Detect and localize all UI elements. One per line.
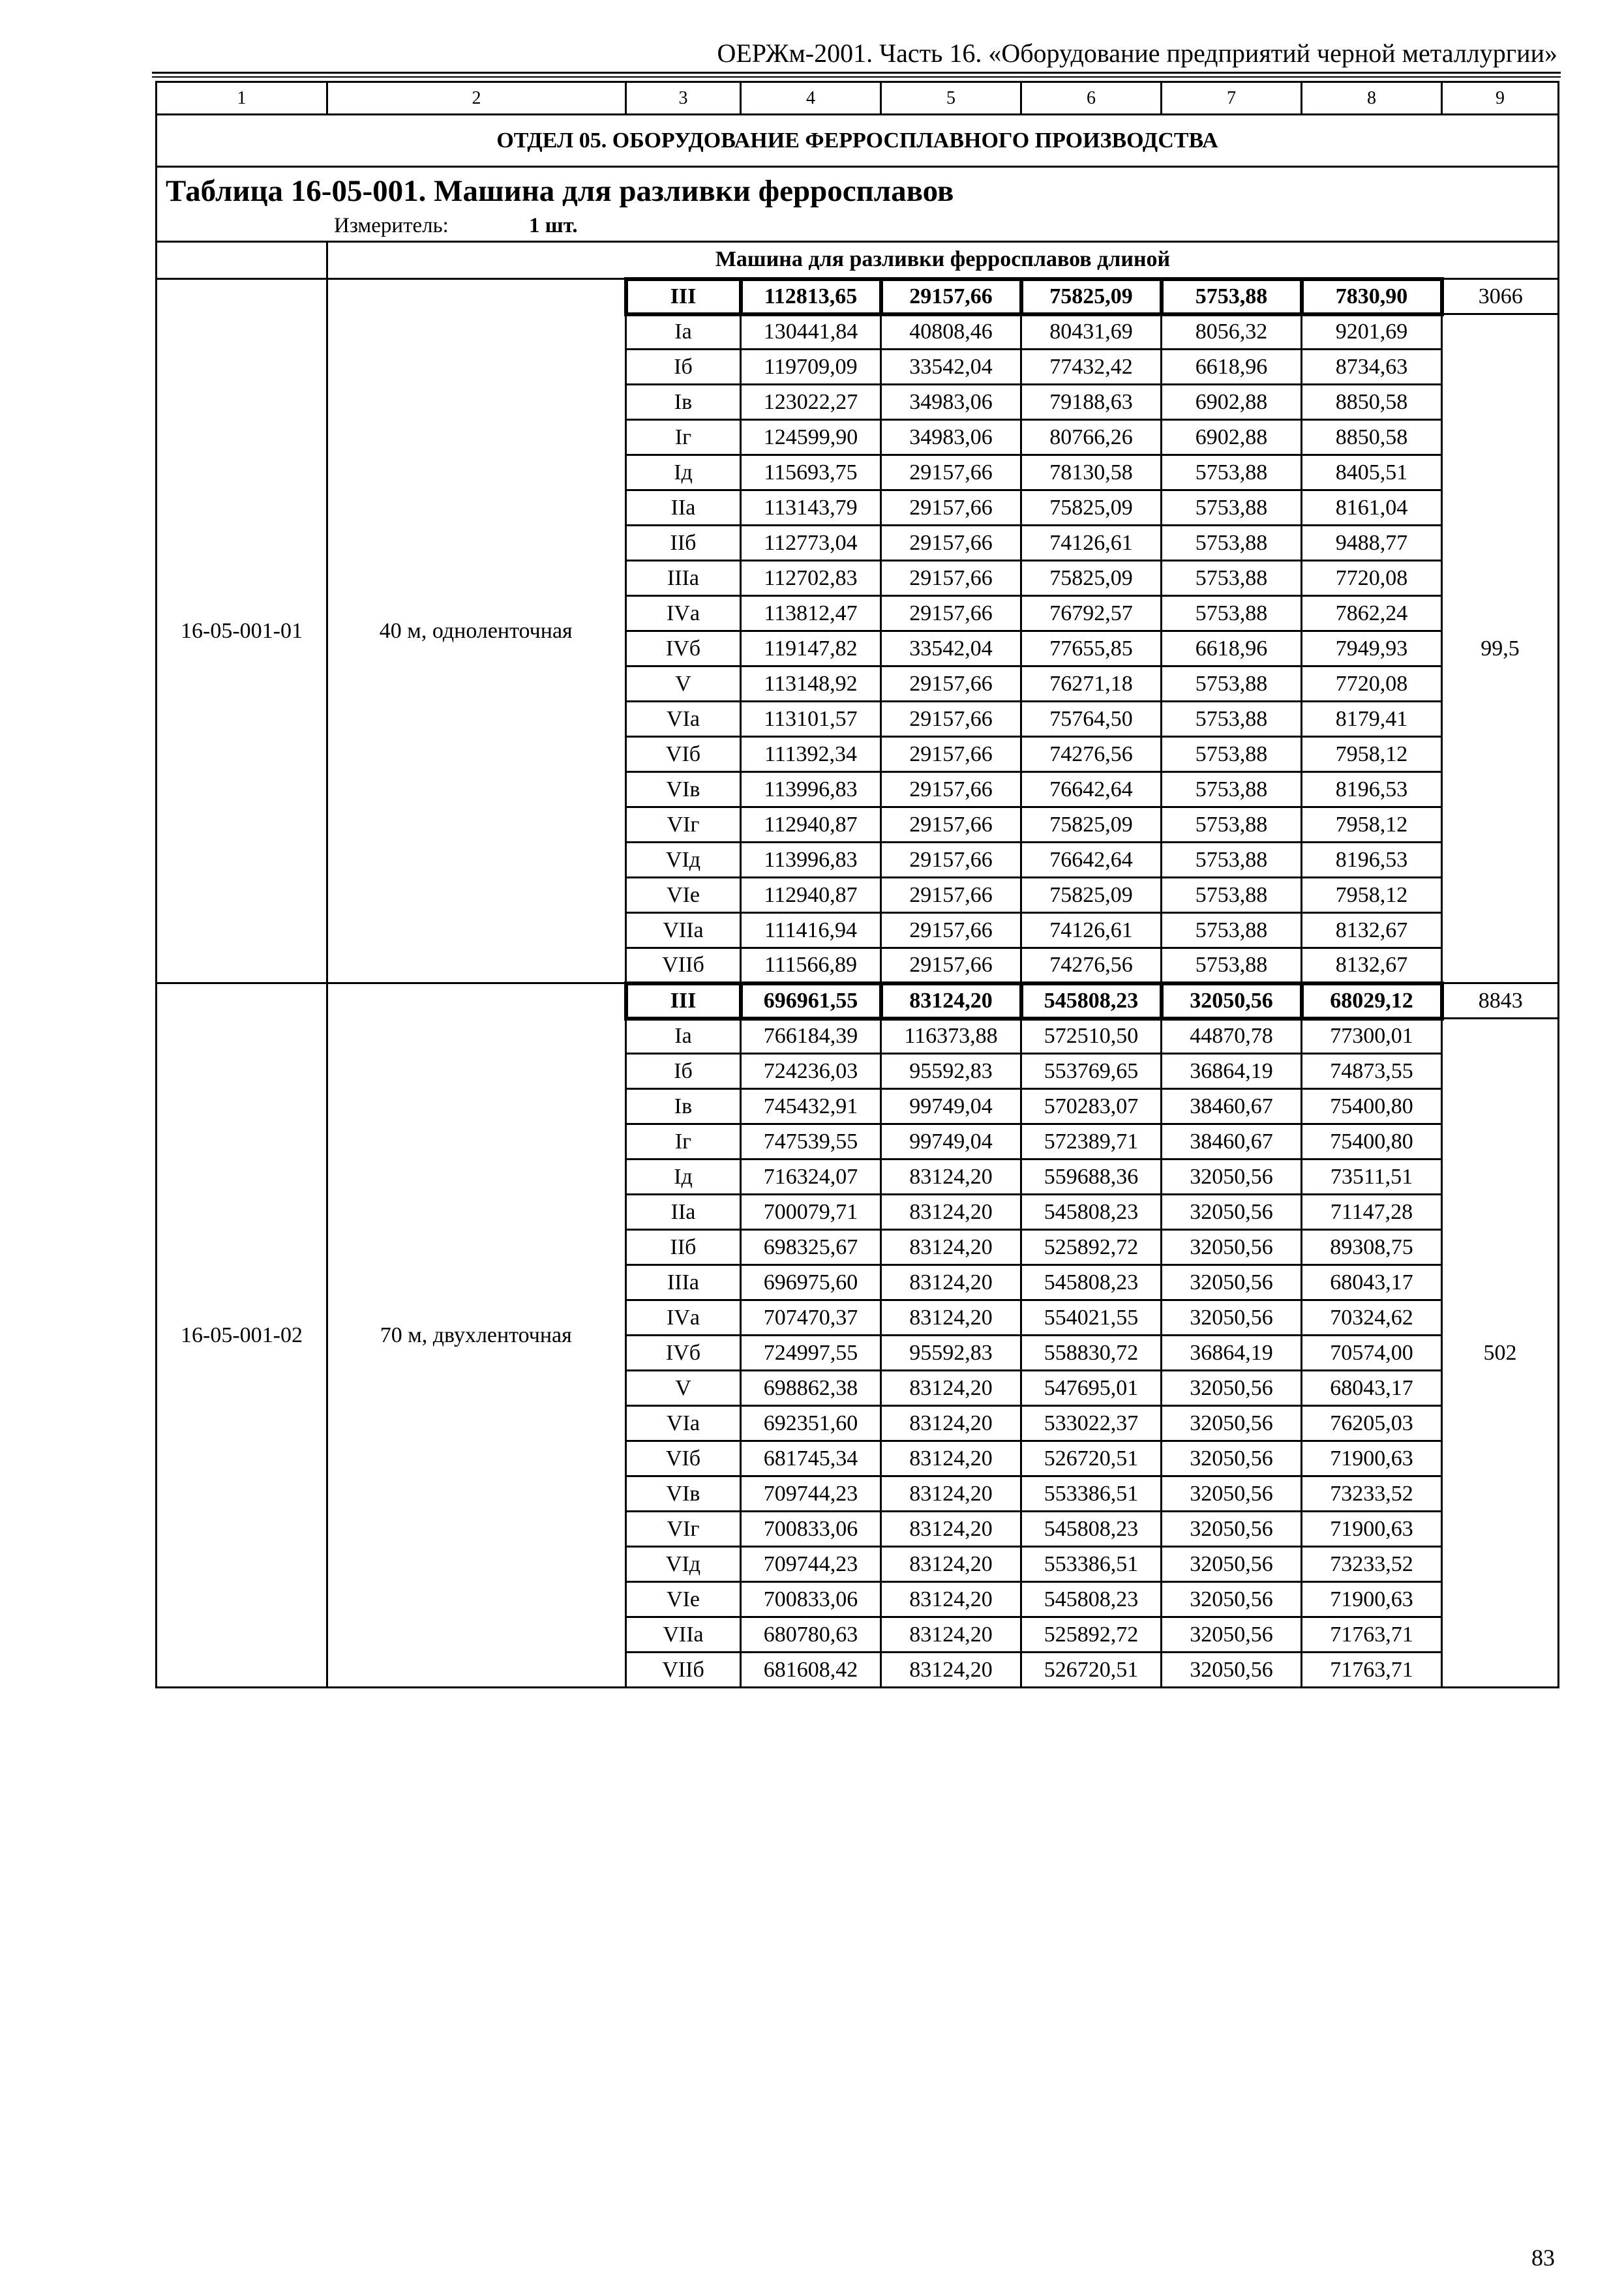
col-5-value-cell: 83124,20 <box>881 1406 1021 1441</box>
col-8-value-cell: 8850,58 <box>1302 420 1442 455</box>
col-4-value-cell: 113148,92 <box>741 666 881 702</box>
zone-cell: VIг <box>626 807 741 843</box>
unit-label: Измеритель: <box>334 214 449 237</box>
col-5-value-cell: 83124,20 <box>881 1371 1021 1406</box>
col-7-value-cell: 32050,56 <box>1162 1617 1302 1653</box>
col-7-value-cell: 8056,32 <box>1162 314 1302 350</box>
zone-cell: VIIб <box>626 948 741 983</box>
column-number-cell: 2 <box>327 82 626 115</box>
col-5-value-cell: 29157,66 <box>881 843 1021 878</box>
col-6-value-cell: 572389,71 <box>1021 1124 1162 1159</box>
col-7-value-cell: 32050,56 <box>1162 1371 1302 1406</box>
col-6-value-cell: 545808,23 <box>1021 1195 1162 1230</box>
zone-cell: III <box>626 279 741 314</box>
col-4-value-cell: 724236,03 <box>741 1054 881 1089</box>
column-number-cell: 3 <box>626 82 741 115</box>
col-4-value-cell: 680780,63 <box>741 1617 881 1653</box>
column-number-cell: 6 <box>1021 82 1162 115</box>
section-title-row <box>157 115 1559 167</box>
zone-cell: IIа <box>626 490 741 526</box>
col-9-value-cell: 8843 <box>1442 983 1559 1019</box>
col-7-value-cell: 32050,56 <box>1162 1265 1302 1300</box>
col-8-value-cell: 71763,71 <box>1302 1617 1442 1653</box>
col-5-value-cell: 99749,04 <box>881 1124 1021 1159</box>
col-5-value-cell: 116373,88 <box>881 1019 1021 1054</box>
zone-cell: VIIа <box>626 913 741 948</box>
zone-cell: IVа <box>626 596 741 631</box>
zone-cell: V <box>626 1371 741 1406</box>
zone-cell: IIб <box>626 526 741 561</box>
col-6-value-cell: 80766,26 <box>1021 420 1162 455</box>
zone-cell: VIв <box>626 1476 741 1512</box>
zone-cell: Iд <box>626 455 741 490</box>
zone-cell: VIб <box>626 737 741 772</box>
col-5-value-cell: 29157,66 <box>881 737 1021 772</box>
col-8-value-cell: 71900,63 <box>1302 1582 1442 1617</box>
col-8-value-cell: 71147,28 <box>1302 1195 1442 1230</box>
zone-cell: IVб <box>626 631 741 666</box>
col-6-value-cell: 77655,85 <box>1021 631 1162 666</box>
zone-cell: VIд <box>626 843 741 878</box>
col-7-value-cell: 6618,96 <box>1162 350 1302 385</box>
col-7-value-cell: 38460,67 <box>1162 1124 1302 1159</box>
zone-cell: V <box>626 666 741 702</box>
col-6-value-cell: 553769,65 <box>1021 1054 1162 1089</box>
zone-cell: VIа <box>626 702 741 737</box>
unit-value: 1 шт. <box>529 214 578 237</box>
col-6-value-cell: 545808,23 <box>1021 1265 1162 1300</box>
col-6-value-cell: 572510,50 <box>1021 1019 1162 1054</box>
col-6-value-cell: 525892,72 <box>1021 1230 1162 1265</box>
col-4-value-cell: 124599,90 <box>741 420 881 455</box>
col-4-value-cell: 745432,91 <box>741 1089 881 1124</box>
zone-cell: IVб <box>626 1336 741 1371</box>
col-4-value-cell: 113996,83 <box>741 843 881 878</box>
col-7-value-cell: 5753,88 <box>1162 526 1302 561</box>
col-7-value-cell: 5753,88 <box>1162 878 1302 913</box>
col-6-value-cell: 76642,64 <box>1021 843 1162 878</box>
col-4-value-cell: 700833,06 <box>741 1512 881 1547</box>
zone-cell: VIд <box>626 1547 741 1582</box>
col-5-value-cell: 33542,04 <box>881 350 1021 385</box>
col-8-value-cell: 70574,00 <box>1302 1336 1442 1371</box>
col-7-value-cell: 5753,88 <box>1162 490 1302 526</box>
col-6-value-cell: 545808,23 <box>1021 983 1162 1019</box>
column-number-cell: 7 <box>1162 82 1302 115</box>
col-6-value-cell: 75825,09 <box>1021 561 1162 596</box>
header-double-rule <box>152 72 1561 78</box>
col-4-value-cell: 113143,79 <box>741 490 881 526</box>
column-number-cell: 5 <box>881 82 1021 115</box>
col-8-value-cell: 70324,62 <box>1302 1300 1442 1336</box>
col-5-value-cell: 83124,20 <box>881 1195 1021 1230</box>
col-5-value-cell: 83124,20 <box>881 983 1021 1019</box>
col-5-value-cell: 34983,06 <box>881 385 1021 420</box>
col-5-value-cell: 95592,83 <box>881 1336 1021 1371</box>
col-8-value-cell: 8850,58 <box>1302 385 1442 420</box>
zone-cell: VIв <box>626 772 741 807</box>
col-8-value-cell: 9488,77 <box>1302 526 1442 561</box>
col-7-value-cell: 32050,56 <box>1162 1653 1302 1688</box>
col-6-value-cell: 80431,69 <box>1021 314 1162 350</box>
col-7-value-cell: 6902,88 <box>1162 420 1302 455</box>
col-4-value-cell: 119709,09 <box>741 350 881 385</box>
col-8-value-cell: 7830,90 <box>1302 279 1442 314</box>
col-6-value-cell: 547695,01 <box>1021 1371 1162 1406</box>
zone-cell: Iб <box>626 350 741 385</box>
col-5-value-cell: 83124,20 <box>881 1512 1021 1547</box>
col-6-value-cell: 75825,09 <box>1021 279 1162 314</box>
col-4-value-cell: 119147,82 <box>741 631 881 666</box>
col-8-value-cell: 8132,67 <box>1302 948 1442 983</box>
col-5-value-cell: 34983,06 <box>881 420 1021 455</box>
col-7-value-cell: 32050,56 <box>1162 1582 1302 1617</box>
column-number-cell: 4 <box>741 82 881 115</box>
table-row <box>157 279 1559 314</box>
col-8-value-cell: 68029,12 <box>1302 983 1442 1019</box>
col-6-value-cell: 525892,72 <box>1021 1617 1162 1653</box>
col-7-value-cell: 38460,67 <box>1162 1089 1302 1124</box>
col-4-value-cell: 113101,57 <box>741 702 881 737</box>
col-8-value-cell: 71900,63 <box>1302 1512 1442 1547</box>
col-4-value-cell: 696961,55 <box>741 983 881 1019</box>
col-4-value-cell: 700833,06 <box>741 1582 881 1617</box>
zone-cell: VIIа <box>626 1617 741 1653</box>
subheading: Машина для разливки ферросплавов длиной <box>327 242 1559 279</box>
col-7-value-cell: 5753,88 <box>1162 455 1302 490</box>
col-7-value-cell: 32050,56 <box>1162 1441 1302 1476</box>
column-number-cell: 1 <box>157 82 327 115</box>
col-8-value-cell: 7958,12 <box>1302 737 1442 772</box>
empty-cell <box>157 242 327 279</box>
col-5-value-cell: 29157,66 <box>881 772 1021 807</box>
col-5-value-cell: 29157,66 <box>881 526 1021 561</box>
col-7-value-cell: 6618,96 <box>1162 631 1302 666</box>
col-6-value-cell: 526720,51 <box>1021 1441 1162 1476</box>
col-8-value-cell: 73233,52 <box>1302 1476 1442 1512</box>
col-7-value-cell: 5753,88 <box>1162 948 1302 983</box>
zone-cell: Iа <box>626 1019 741 1054</box>
zone-cell: Iв <box>626 385 741 420</box>
col-8-value-cell: 74873,55 <box>1302 1054 1442 1089</box>
col-8-value-cell: 7720,08 <box>1302 666 1442 702</box>
col-5-value-cell: 83124,20 <box>881 1547 1021 1582</box>
col-5-value-cell: 83124,20 <box>881 1441 1021 1476</box>
col-4-value-cell: 696975,60 <box>741 1265 881 1300</box>
zone-cell: VIIб <box>626 1653 741 1688</box>
col-4-value-cell: 698862,38 <box>741 1371 881 1406</box>
col-8-value-cell: 7958,12 <box>1302 807 1442 843</box>
zone-cell: IIа <box>626 1195 741 1230</box>
col-7-value-cell: 5753,88 <box>1162 596 1302 631</box>
col-7-value-cell: 5753,88 <box>1162 772 1302 807</box>
running-header: ОЕРЖм-2001. Часть 16. «Оборудование предприятий черной металлургии» <box>717 38 1557 68</box>
col-6-value-cell: 545808,23 <box>1021 1582 1162 1617</box>
col-5-value-cell: 29157,66 <box>881 948 1021 983</box>
col-6-value-cell: 78130,58 <box>1021 455 1162 490</box>
col-4-value-cell: 112940,87 <box>741 878 881 913</box>
col-5-value-cell: 83124,20 <box>881 1230 1021 1265</box>
zone-cell: Iа <box>626 314 741 350</box>
col-6-value-cell: 554021,55 <box>1021 1300 1162 1336</box>
col-6-value-cell: 553386,51 <box>1021 1547 1162 1582</box>
col-4-value-cell: 111416,94 <box>741 913 881 948</box>
col-6-value-cell: 76271,18 <box>1021 666 1162 702</box>
col-7-value-cell: 5753,88 <box>1162 913 1302 948</box>
col-4-value-cell: 112813,65 <box>741 279 881 314</box>
col-7-value-cell: 32050,56 <box>1162 983 1302 1019</box>
col-5-value-cell: 29157,66 <box>881 807 1021 843</box>
col-4-value-cell: 716324,07 <box>741 1159 881 1195</box>
col-6-value-cell: 533022,37 <box>1021 1406 1162 1441</box>
col-8-value-cell: 8161,04 <box>1302 490 1442 526</box>
col-4-value-cell: 698325,67 <box>741 1230 881 1265</box>
col-6-value-cell: 545808,23 <box>1021 1512 1162 1547</box>
col-4-value-cell: 130441,84 <box>741 314 881 350</box>
col-8-value-cell: 75400,80 <box>1302 1089 1442 1124</box>
col-4-value-cell: 747539,55 <box>741 1124 881 1159</box>
col-5-value-cell: 29157,66 <box>881 913 1021 948</box>
col-7-value-cell: 32050,56 <box>1162 1159 1302 1195</box>
col-4-value-cell: 115693,75 <box>741 455 881 490</box>
table-title-cell <box>157 167 1559 242</box>
zone-cell: IIIа <box>626 1265 741 1300</box>
col-8-value-cell: 76205,03 <box>1302 1406 1442 1441</box>
col-7-value-cell: 44870,78 <box>1162 1019 1302 1054</box>
col-8-value-cell: 7958,12 <box>1302 878 1442 913</box>
price-table <box>155 81 1559 1688</box>
col-6-value-cell: 74276,56 <box>1021 737 1162 772</box>
col-4-value-cell: 709744,23 <box>741 1547 881 1582</box>
col-7-value-cell: 32050,56 <box>1162 1230 1302 1265</box>
price-table-body <box>157 279 1559 1688</box>
zone-cell: VIб <box>626 1441 741 1476</box>
col-8-value-cell: 75400,80 <box>1302 1124 1442 1159</box>
col-6-value-cell: 74126,61 <box>1021 526 1162 561</box>
col-6-value-cell: 76642,64 <box>1021 772 1162 807</box>
col-7-value-cell: 5753,88 <box>1162 666 1302 702</box>
col-6-value-cell: 74276,56 <box>1021 948 1162 983</box>
col-6-value-cell: 74126,61 <box>1021 913 1162 948</box>
col-4-value-cell: 700079,71 <box>741 1195 881 1230</box>
item-description-cell: 40 м, одноленточная <box>327 279 626 983</box>
col-9-value-cell: 502 <box>1442 1019 1559 1688</box>
col-4-value-cell: 123022,27 <box>741 385 881 420</box>
item-code-cell: 16-05-001-02 <box>157 983 327 1688</box>
col-5-value-cell: 33542,04 <box>881 631 1021 666</box>
col-7-value-cell: 32050,56 <box>1162 1547 1302 1582</box>
zone-cell: Iг <box>626 420 741 455</box>
col-5-value-cell: 29157,66 <box>881 490 1021 526</box>
col-4-value-cell: 112702,83 <box>741 561 881 596</box>
col-9-value-cell: 99,5 <box>1442 314 1559 983</box>
col-4-value-cell: 681745,34 <box>741 1441 881 1476</box>
col-5-value-cell: 83124,20 <box>881 1653 1021 1688</box>
col-5-value-cell: 83124,20 <box>881 1617 1021 1653</box>
col-7-value-cell: 32050,56 <box>1162 1512 1302 1547</box>
col-8-value-cell: 7862,24 <box>1302 596 1442 631</box>
subheading-row <box>157 242 1559 279</box>
col-7-value-cell: 5753,88 <box>1162 279 1302 314</box>
zone-cell: Iг <box>626 1124 741 1159</box>
col-6-value-cell: 79188,63 <box>1021 385 1162 420</box>
col-6-value-cell: 77432,42 <box>1021 350 1162 385</box>
col-5-value-cell: 99749,04 <box>881 1089 1021 1124</box>
col-7-value-cell: 32050,56 <box>1162 1406 1302 1441</box>
table-title-row <box>157 167 1559 242</box>
col-6-value-cell: 526720,51 <box>1021 1653 1162 1688</box>
column-number-cell: 9 <box>1442 82 1559 115</box>
col-7-value-cell: 5753,88 <box>1162 737 1302 772</box>
col-8-value-cell: 8405,51 <box>1302 455 1442 490</box>
col-6-value-cell: 558830,72 <box>1021 1336 1162 1371</box>
col-5-value-cell: 29157,66 <box>881 455 1021 490</box>
col-5-value-cell: 29157,66 <box>881 702 1021 737</box>
col-6-value-cell: 559688,36 <box>1021 1159 1162 1195</box>
col-8-value-cell: 73511,51 <box>1302 1159 1442 1195</box>
zone-cell: Iд <box>626 1159 741 1195</box>
col-7-value-cell: 32050,56 <box>1162 1195 1302 1230</box>
col-4-value-cell: 766184,39 <box>741 1019 881 1054</box>
col-8-value-cell: 8179,41 <box>1302 702 1442 737</box>
col-8-value-cell: 9201,69 <box>1302 314 1442 350</box>
col-8-value-cell: 8132,67 <box>1302 913 1442 948</box>
col-6-value-cell: 570283,07 <box>1021 1089 1162 1124</box>
col-7-value-cell: 5753,88 <box>1162 702 1302 737</box>
col-5-value-cell: 40808,46 <box>881 314 1021 350</box>
col-8-value-cell: 7720,08 <box>1302 561 1442 596</box>
table-title: Таблица 16-05-001. Машина для разливки ферросплавов <box>166 174 954 208</box>
col-8-value-cell: 8196,53 <box>1302 843 1442 878</box>
section-title: ОТДЕЛ 05. ОБОРУДОВАНИЕ ФЕРРОСПЛАВНОГО ПРОИЗВОДСТВА <box>157 115 1559 167</box>
col-5-value-cell: 83124,20 <box>881 1159 1021 1195</box>
col-5-value-cell: 83124,20 <box>881 1582 1021 1617</box>
zone-cell: IIб <box>626 1230 741 1265</box>
col-5-value-cell: 95592,83 <box>881 1054 1021 1089</box>
col-4-value-cell: 113996,83 <box>741 772 881 807</box>
col-7-value-cell: 32050,56 <box>1162 1300 1302 1336</box>
col-5-value-cell: 83124,20 <box>881 1300 1021 1336</box>
col-4-value-cell: 111392,34 <box>741 737 881 772</box>
col-5-value-cell: 29157,66 <box>881 666 1021 702</box>
table-row <box>157 983 1559 1019</box>
zone-cell: IIIа <box>626 561 741 596</box>
col-4-value-cell: 111566,89 <box>741 948 881 983</box>
col-8-value-cell: 73233,52 <box>1302 1547 1442 1582</box>
col-6-value-cell: 76792,57 <box>1021 596 1162 631</box>
zone-cell: VIг <box>626 1512 741 1547</box>
zone-cell: III <box>626 983 741 1019</box>
col-8-value-cell: 7949,93 <box>1302 631 1442 666</box>
col-8-value-cell: 77300,01 <box>1302 1019 1442 1054</box>
item-description-cell: 70 м, двухленточная <box>327 983 626 1688</box>
item-code-cell: 16-05-001-01 <box>157 279 327 983</box>
col-7-value-cell: 5753,88 <box>1162 807 1302 843</box>
zone-cell: VIа <box>626 1406 741 1441</box>
col-6-value-cell: 75825,09 <box>1021 878 1162 913</box>
column-number-row <box>157 82 1559 115</box>
col-7-value-cell: 6902,88 <box>1162 385 1302 420</box>
col-5-value-cell: 83124,20 <box>881 1476 1021 1512</box>
col-8-value-cell: 89308,75 <box>1302 1230 1442 1265</box>
col-6-value-cell: 553386,51 <box>1021 1476 1162 1512</box>
col-8-value-cell: 68043,17 <box>1302 1371 1442 1406</box>
col-5-value-cell: 29157,66 <box>881 596 1021 631</box>
col-4-value-cell: 707470,37 <box>741 1300 881 1336</box>
col-5-value-cell: 83124,20 <box>881 1265 1021 1300</box>
col-7-value-cell: 5753,88 <box>1162 561 1302 596</box>
page-number: 83 <box>1531 2245 1555 2271</box>
col-4-value-cell: 112773,04 <box>741 526 881 561</box>
col-7-value-cell: 36864,19 <box>1162 1054 1302 1089</box>
col-4-value-cell: 692351,60 <box>741 1406 881 1441</box>
col-8-value-cell: 8734,63 <box>1302 350 1442 385</box>
col-8-value-cell: 8196,53 <box>1302 772 1442 807</box>
col-9-value-cell: 3066 <box>1442 279 1559 314</box>
col-7-value-cell: 36864,19 <box>1162 1336 1302 1371</box>
col-5-value-cell: 29157,66 <box>881 561 1021 596</box>
col-8-value-cell: 68043,17 <box>1302 1265 1442 1300</box>
col-8-value-cell: 71763,71 <box>1302 1653 1442 1688</box>
col-6-value-cell: 75825,09 <box>1021 807 1162 843</box>
zone-cell: VIе <box>626 1582 741 1617</box>
col-4-value-cell: 709744,23 <box>741 1476 881 1512</box>
column-number-cell: 8 <box>1302 82 1442 115</box>
zone-cell: Iв <box>626 1089 741 1124</box>
col-7-value-cell: 32050,56 <box>1162 1476 1302 1512</box>
col-4-value-cell: 724997,55 <box>741 1336 881 1371</box>
col-6-value-cell: 75764,50 <box>1021 702 1162 737</box>
zone-cell: Iб <box>626 1054 741 1089</box>
col-4-value-cell: 112940,87 <box>741 807 881 843</box>
col-4-value-cell: 681608,42 <box>741 1653 881 1688</box>
col-5-value-cell: 29157,66 <box>881 279 1021 314</box>
col-5-value-cell: 29157,66 <box>881 878 1021 913</box>
col-4-value-cell: 113812,47 <box>741 596 881 631</box>
col-7-value-cell: 5753,88 <box>1162 843 1302 878</box>
zone-cell: IVа <box>626 1300 741 1336</box>
zone-cell: VIе <box>626 878 741 913</box>
col-6-value-cell: 75825,09 <box>1021 490 1162 526</box>
col-8-value-cell: 71900,63 <box>1302 1441 1442 1476</box>
